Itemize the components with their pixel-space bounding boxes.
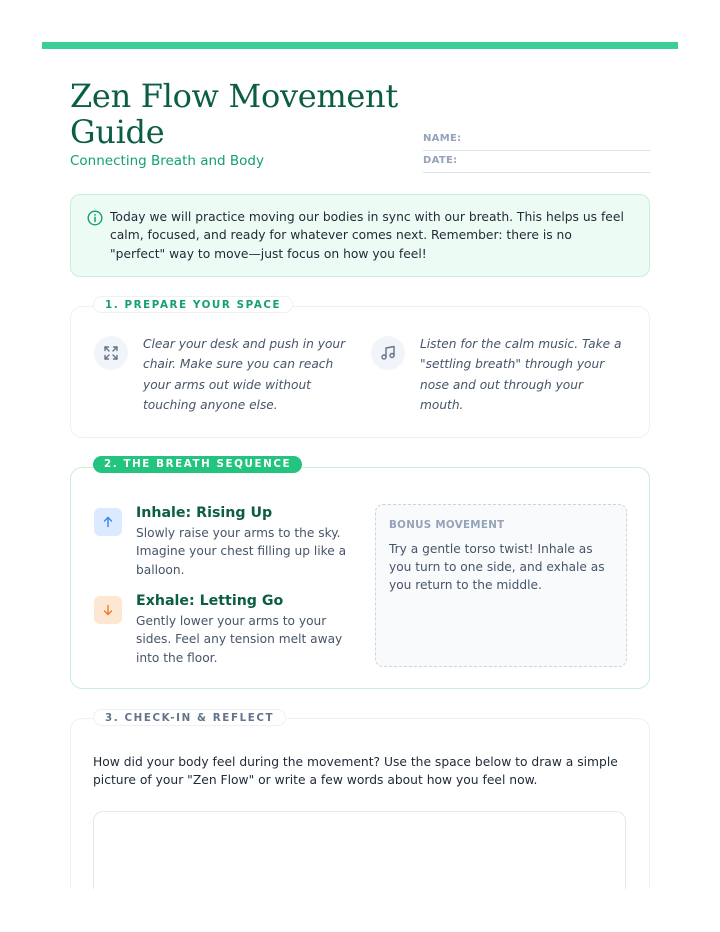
- top-accent-bar: [42, 42, 678, 49]
- page-cutoff: [60, 889, 660, 932]
- expand-icon: [94, 336, 128, 370]
- step-text-inhale: Slowly raise your arms to the sky. Imagine your chest filling up like a balloon.: [136, 526, 347, 577]
- section-heading-reflect: 3. CHECK-IN & REFLECT: [93, 709, 286, 726]
- bonus-label: BONUS MOVEMENT: [389, 519, 505, 531]
- intro-text: Today we will practice moving our bodies in sync with our breath. This helps us feel calm, focused, and ready for whatever comes next. Remember: there is no "perfect" way to move—just focus on how you feel!: [110, 210, 624, 261]
- name-field[interactable]: [423, 133, 650, 151]
- step-title-inhale: Inhale: Rising Up: [136, 505, 273, 521]
- reflect-prompt: How did your body feel during the movement? Use the space below to draw a simple picture of your "Zen Flow" or write a few words about how you feel now.: [93, 755, 618, 788]
- drawing-area[interactable]: [93, 811, 626, 901]
- bonus-text: Try a gentle torso twist! Inhale as you turn to one side, and exhale as you return to the middle.: [389, 542, 605, 592]
- arrow-up-icon: [94, 508, 122, 536]
- tip-text-music: Listen for the calm music. Take a "settling breath" through your nose and out through your mouth.: [420, 337, 622, 412]
- page-subtitle: Connecting Breath and Body: [70, 153, 264, 169]
- tip-text-clear-desk: Clear your desk and push in your chair. Make sure you can reach your arms out wide without touching anyone else.: [143, 337, 346, 412]
- intro-callout: [70, 194, 650, 277]
- step-text-exhale: Gently lower your arms to your sides. Feel any tension melt away into the floor.: [136, 614, 343, 665]
- info-icon: [87, 210, 103, 226]
- bonus-movement-box: [375, 504, 627, 667]
- page-title: Zen Flow Movement Guide: [70, 77, 398, 151]
- section-heading-breath: 2. THE BREATH SEQUENCE: [93, 456, 302, 473]
- step-title-exhale: Exhale: Letting Go: [136, 593, 284, 609]
- date-label: DATE:: [423, 155, 458, 166]
- arrow-down-icon: [94, 596, 122, 624]
- name-label: NAME:: [423, 133, 462, 144]
- date-field[interactable]: [423, 155, 650, 173]
- section-heading-prepare: 1. PREPARE YOUR SPACE: [93, 296, 293, 313]
- music-note-icon: [371, 336, 405, 370]
